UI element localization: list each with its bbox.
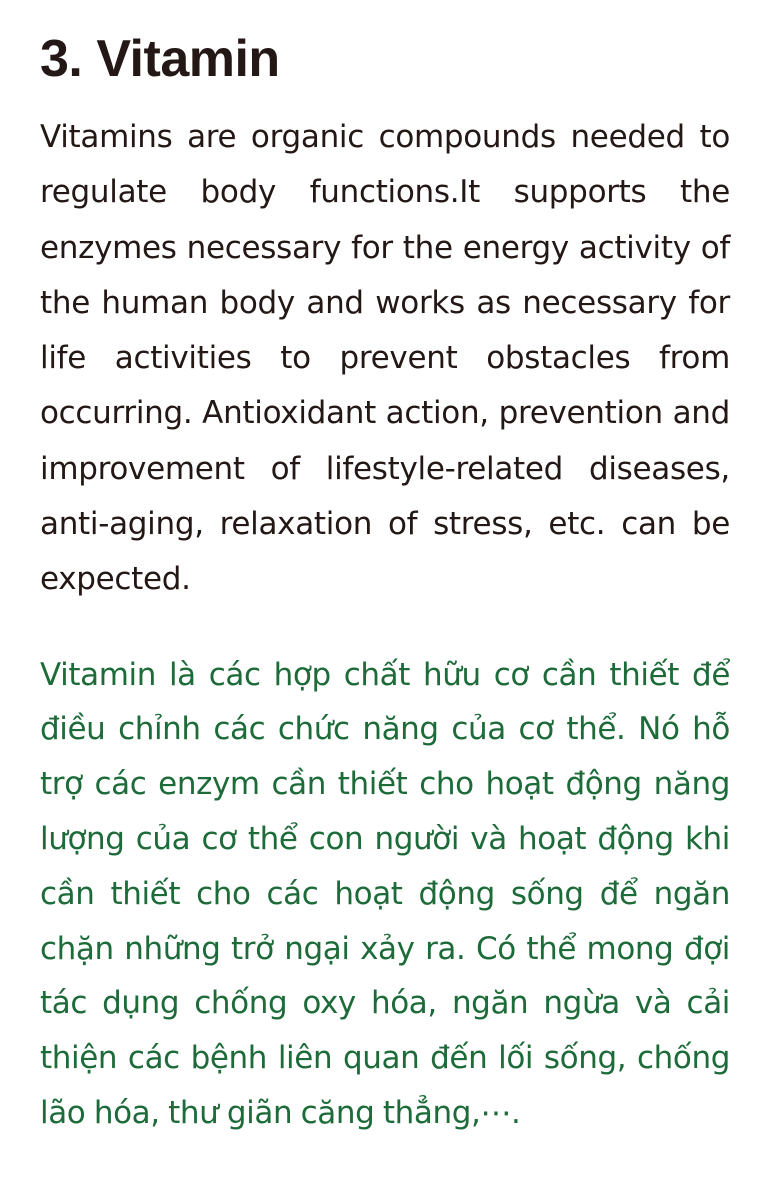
vietnamese-paragraph: Vitamin là các hợp chất hữu cơ cần thiết để điều chỉnh các chức năng của cơ thể. Nó hỗ trợ các enzym cần thiết cho hoạt động năng lượng của cơ thể con người và hoạt động khi cần thiết cho các hoạt động sống để ngăn chặn những trở ngại xảy ra. Có thể mong đợi tác dụng chống oxy hóa, ngăn ngừa và cải thiện các bệnh liên quan đến lối sống, chống lão hóa, thư giãn căng thẳng,⋯. (40, 656, 730, 1132)
english-paragraph: Vitamins are organic compounds needed to regulate body functions.It supports the enzymes necessary for the energy activity of the human body and works as necessary for life activities to prevent obstacles from occurring. Antioxidant action, prevention and improvement of lifestyle-related diseases, anti-aging, relaxation of stress, etc. can be expected. (40, 119, 730, 598)
section-title: 3. Vitamin (40, 30, 280, 88)
